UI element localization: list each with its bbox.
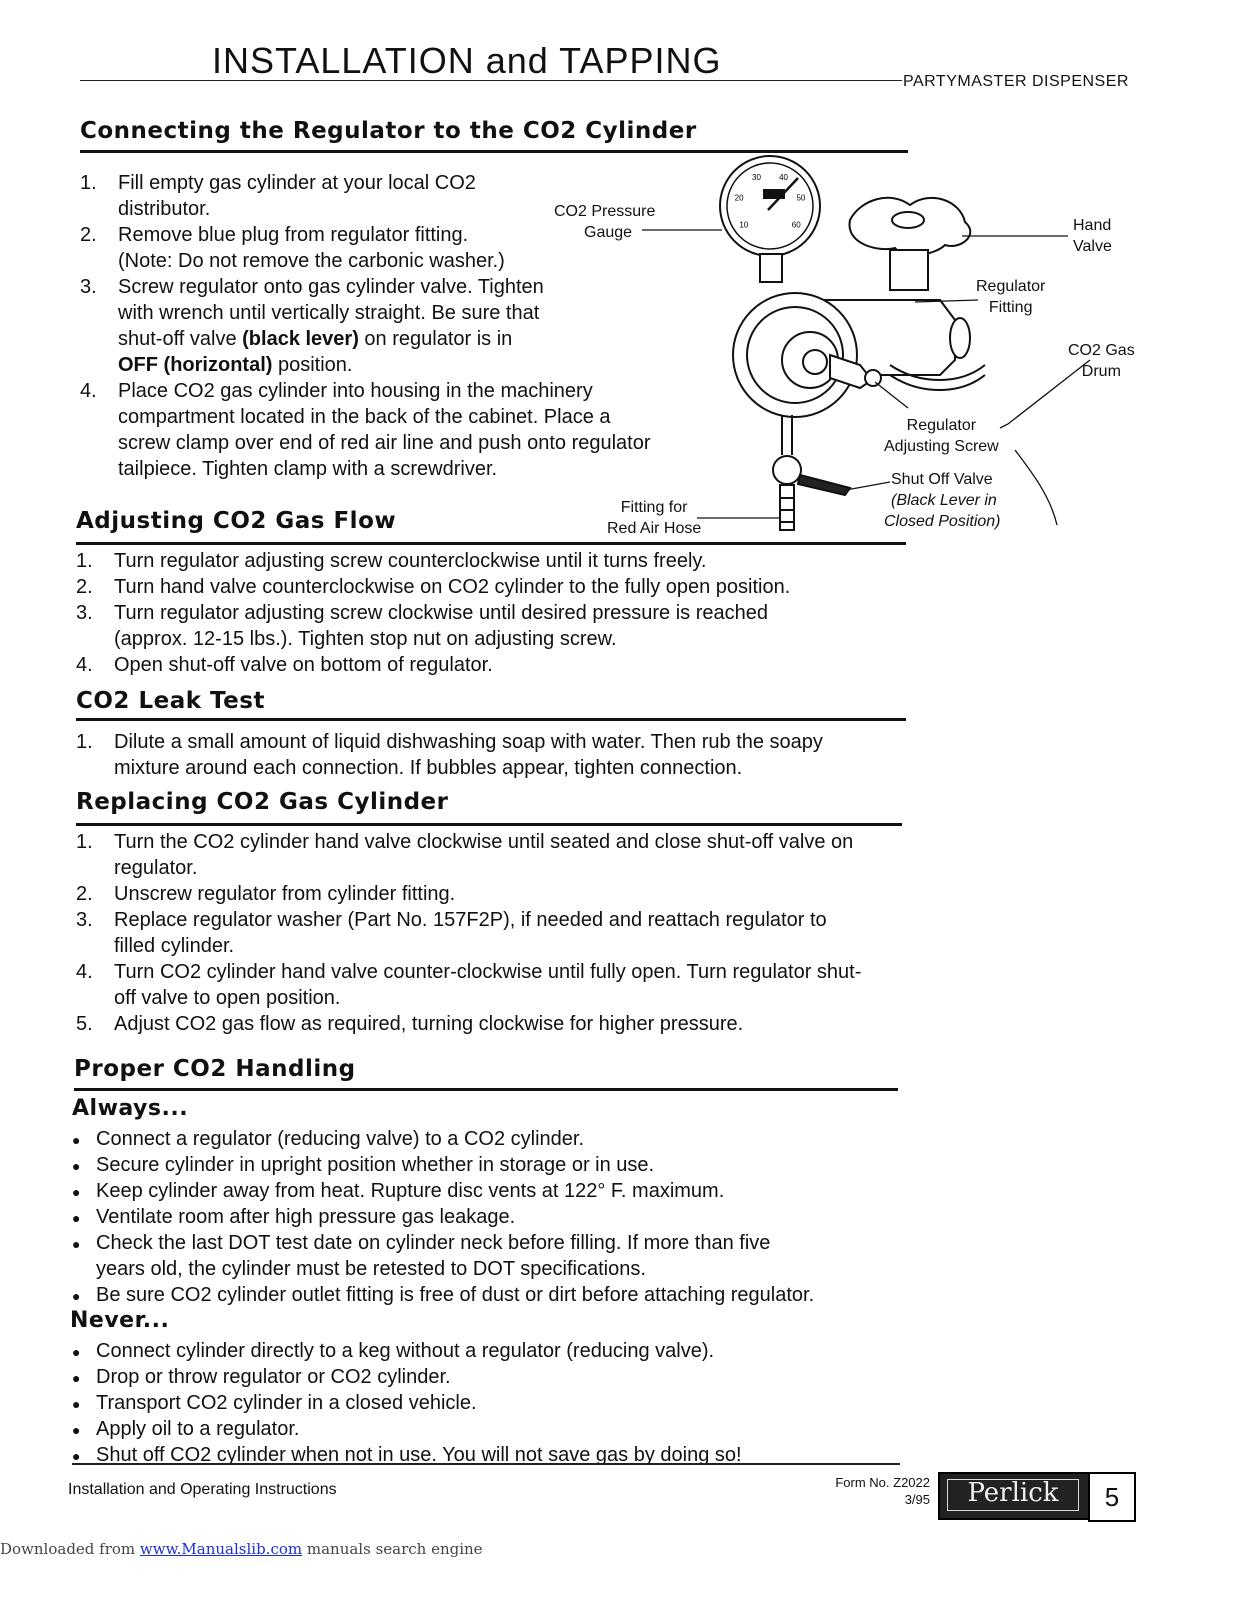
bullet-icon: ● <box>72 1370 81 1386</box>
shutoff-valve <box>773 456 801 484</box>
item-text: mixture around each connection. If bubbles appear, tighten connection. <box>114 757 743 779</box>
pressure-gauge <box>720 156 820 256</box>
item-text: Shut off CO2 cylinder when not in use. You will not save gas by doing so! <box>96 1444 742 1466</box>
label-line: Valve <box>1073 238 1112 255</box>
section-rule <box>76 823 902 826</box>
label-line: Fitting for <box>620 499 688 516</box>
item-text: Check the last DOT test date on cylinder neck before filling. If more than five <box>96 1232 771 1254</box>
leak-test-steps <box>76 729 926 781</box>
item-text: regulator. <box>114 857 198 879</box>
list-item <box>72 1230 922 1282</box>
list-item <box>72 1204 922 1230</box>
item-text: Connect cylinder directly to a keg without a regulator (reducing valve). <box>96 1340 715 1362</box>
page-title: INSTALLATION and TAPPING <box>212 40 722 81</box>
form-number-text: Form No. Z2022 <box>835 1475 930 1490</box>
list-item <box>76 881 926 907</box>
item-text: Be sure CO2 cylinder outlet fitting is free of dust or dirt before attaching regulator. <box>96 1284 815 1306</box>
item-text: years old, the cylinder must be retested to DOT specifications. <box>96 1258 646 1280</box>
download-suffix: manuals search engine <box>302 1540 483 1558</box>
list-item <box>72 1416 922 1442</box>
section-rule <box>76 718 906 721</box>
bullet-icon: ● <box>72 1288 81 1304</box>
form-number <box>820 1474 930 1508</box>
item-text: tailpiece. Tighten clamp with a screwdriver. <box>118 458 498 480</box>
bullet-icon: ● <box>72 1184 81 1200</box>
always-heading: Always... <box>72 1096 189 1121</box>
list-item <box>72 1152 922 1178</box>
label-line: Closed Position) <box>884 513 1001 530</box>
bullet-icon: ● <box>72 1158 81 1174</box>
item-text: compartment located in the back of the cabinet. Place a <box>118 406 611 428</box>
list-item <box>72 1364 922 1390</box>
section-rule <box>76 542 906 545</box>
item-number: 1. <box>76 731 93 753</box>
bullet-icon: ● <box>72 1422 81 1438</box>
hand-valve <box>850 198 971 255</box>
item-number: 2. <box>76 576 93 598</box>
label-line: (Black Lever in <box>891 492 997 509</box>
item-text-bold: (black lever) <box>242 328 359 350</box>
gauge-tick-label: 40 <box>779 172 788 182</box>
manualslib-link[interactable]: www.Manualslib.com <box>139 1540 303 1558</box>
gauge-tick-label: 10 <box>739 220 749 230</box>
logo-text: Perlick <box>967 1478 1059 1508</box>
item-text: Turn CO2 cylinder hand valve counter-clockwise until fully open. Turn regulator shut- <box>114 961 862 983</box>
air-hose-fitting <box>780 485 794 530</box>
gauge-tick-label: 20 <box>734 193 744 203</box>
never-list <box>72 1338 922 1468</box>
item-text: (Note: Do not remove the carbonic washer.) <box>118 250 505 272</box>
item-text: Turn hand valve counterclockwise on CO2 cylinder to the fully open position. <box>114 576 791 598</box>
item-text: Remove blue plug from regulator fitting. <box>118 224 469 246</box>
item-text: Drop or throw regulator or CO2 cylinder. <box>96 1366 451 1388</box>
label-adjusting-screw <box>884 415 999 457</box>
item-text: off valve to open position. <box>114 987 341 1009</box>
item-number: 4. <box>80 380 97 402</box>
list-item <box>76 959 926 1011</box>
item-number: 2. <box>80 224 97 246</box>
always-list <box>72 1126 922 1308</box>
label-line: Fitting <box>988 299 1033 316</box>
label-line: CO2 Gas <box>1068 342 1135 359</box>
item-number: 3. <box>76 602 93 624</box>
item-number: 4. <box>76 961 93 983</box>
footer-left-text: Installation and Operating Instructions <box>68 1481 337 1498</box>
item-text-part: on regulator is in <box>358 328 513 350</box>
item-text: Transport CO2 cylinder in a closed vehicle. <box>96 1392 477 1414</box>
bullet-icon: ● <box>72 1344 81 1360</box>
item-number: 3. <box>76 909 93 931</box>
section-rule <box>74 1088 898 1091</box>
item-text: Open shut-off valve on bottom of regulator. <box>114 654 493 676</box>
label-line: Regulator <box>906 417 977 434</box>
section-heading-gas-flow: Adjusting CO2 Gas Flow <box>76 508 397 534</box>
item-text: Adjust CO2 gas flow as required, turning clockwise for higher pressure. <box>114 1013 744 1035</box>
list-item <box>72 1178 922 1204</box>
label-pressure-gauge <box>554 201 655 243</box>
list-item <box>76 907 926 959</box>
list-item <box>76 652 926 678</box>
download-note <box>0 1540 483 1558</box>
label-shutoff-valve <box>884 469 1001 532</box>
item-text: with wrench until vertically straight. Be sure that <box>118 302 540 324</box>
label-line: Gauge <box>584 224 633 241</box>
label-co2-gas-drum <box>1068 340 1135 382</box>
item-text: filled cylinder. <box>114 935 235 957</box>
label-air-hose-fitting <box>607 497 701 539</box>
download-prefix: Downloaded from <box>0 1540 140 1558</box>
list-item <box>76 600 926 652</box>
item-text: Turn the CO2 cylinder hand valve clockwise until seated and close shut-off valve on <box>114 831 854 853</box>
section-heading-handling: Proper CO2 Handling <box>74 1056 356 1082</box>
list-item <box>72 1282 922 1308</box>
item-text: Fill empty gas cylinder at your local CO2 <box>118 172 476 194</box>
list-item <box>72 1126 922 1152</box>
label-regulator-fitting <box>976 276 1045 318</box>
form-date: 3/95 <box>904 1492 930 1507</box>
perlick-logo <box>938 1472 1090 1520</box>
label-line: Red Air Hose <box>607 520 702 537</box>
item-text: Ventilate room after high pressure gas leakage. <box>96 1206 516 1228</box>
bullet-icon: ● <box>72 1448 81 1464</box>
label-line: CO2 Pressure <box>554 203 656 220</box>
item-text: Keep cylinder away from heat. Rupture disc vents at 122° F. maximum. <box>96 1180 725 1202</box>
list-item <box>76 548 926 574</box>
item-number: 5. <box>76 1013 93 1035</box>
item-text: Turn regulator adjusting screw clockwise until desired pressure is reached <box>114 602 769 624</box>
bullet-icon: ● <box>72 1210 81 1226</box>
never-heading: Never... <box>70 1308 170 1333</box>
page-subtitle: PARTYMASTER DISPENSER <box>903 73 1129 90</box>
section-heading-connecting: Connecting the Regulator to the CO2 Cylinder <box>80 118 697 144</box>
page-number: 5 <box>1088 1472 1136 1522</box>
item-text: Screw regulator onto gas cylinder valve. Tighten <box>118 276 544 298</box>
bullet-icon: ● <box>72 1132 81 1148</box>
list-item <box>72 1338 922 1364</box>
item-number: 2. <box>76 883 93 905</box>
label-hand-valve <box>1073 215 1112 257</box>
list-item <box>76 729 926 781</box>
section-heading-replacing: Replacing CO2 Gas Cylinder <box>76 789 449 815</box>
footer-rule <box>72 1463 900 1465</box>
item-number: 1. <box>76 831 93 853</box>
item-text: (approx. 12-15 lbs.). Tighten stop nut on adjusting screw. <box>114 628 617 650</box>
item-text: Turn regulator adjusting screw counterclockwise until it turns freely. <box>114 550 707 572</box>
item-text-part: position. <box>272 354 353 376</box>
label-line: Adjusting Screw <box>884 438 999 455</box>
label-line: Drum <box>1081 363 1121 380</box>
item-text-part: shut-off valve <box>118 328 243 350</box>
label-line: Hand <box>1073 217 1112 234</box>
list-item <box>76 1011 926 1037</box>
item-number: 3. <box>80 276 97 298</box>
label-line: Shut Off Valve <box>891 471 993 488</box>
item-text: Connect a regulator (reducing valve) to a CO2 cylinder. <box>96 1128 585 1150</box>
bullet-icon: ● <box>72 1236 81 1252</box>
label-line: Regulator <box>976 278 1046 295</box>
item-text: screw clamp over end of red air line and push onto regulator <box>118 432 651 454</box>
gauge-tick-label: 50 <box>796 193 806 203</box>
replacing-steps <box>76 829 926 1037</box>
list-item <box>76 574 926 600</box>
item-text: Unscrew regulator from cylinder fitting. <box>114 883 456 905</box>
item-text: Replace regulator washer (Part No. 157F2P), if needed and reattach regulator to <box>114 909 827 931</box>
gauge-tick-label: 30 <box>752 172 761 182</box>
item-text: Apply oil to a regulator. <box>96 1418 300 1440</box>
gas-flow-steps <box>76 548 926 678</box>
list-item <box>72 1390 922 1416</box>
title-rule <box>80 80 902 81</box>
item-text: Dilute a small amount of liquid dishwashing soap with water. Then rub the soapy <box>114 731 823 753</box>
item-text-bold: OFF (horizontal) <box>118 354 273 376</box>
gauge-tick-label: 60 <box>791 220 801 230</box>
bullet-icon: ● <box>72 1396 81 1412</box>
item-number: 4. <box>76 654 93 676</box>
item-text: Secure cylinder in upright position whether in storage or in use. <box>96 1154 655 1176</box>
section-heading-leak-test: CO2 Leak Test <box>76 688 265 714</box>
list-item <box>76 829 926 881</box>
item-text: distributor. <box>118 198 211 220</box>
item-number: 1. <box>76 550 93 572</box>
item-text: Place CO2 gas cylinder into housing in the machinery <box>118 380 593 402</box>
item-number: 1. <box>80 172 97 194</box>
